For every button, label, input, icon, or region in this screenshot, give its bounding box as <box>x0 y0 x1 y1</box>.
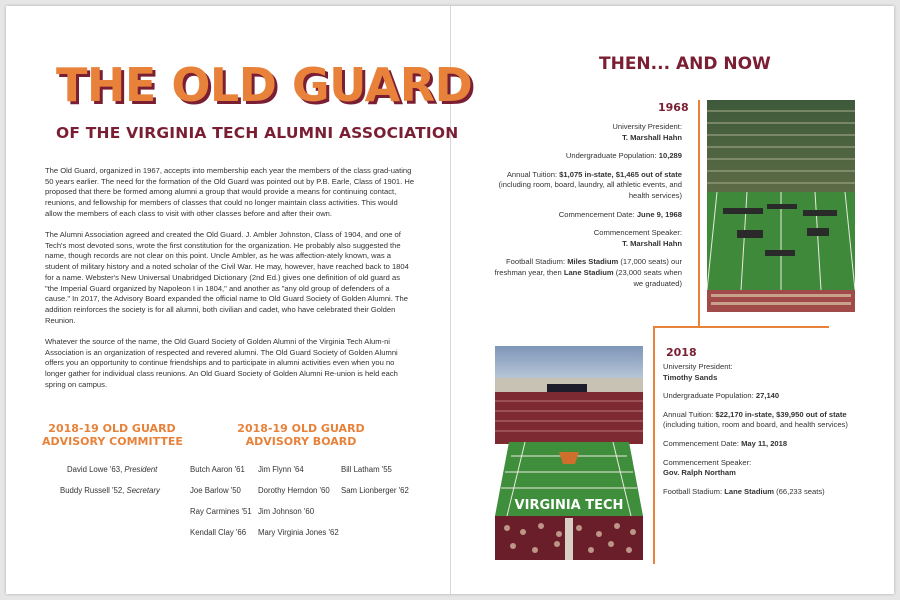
committee-member-role: President <box>124 465 158 474</box>
fact-value: Gov. Ralph Northam <box>663 468 736 478</box>
fact-president <box>663 362 849 383</box>
fact-tuition <box>486 170 682 202</box>
fact-value: Lane Stadium <box>724 486 774 496</box>
committee-heading-line1: 2018-19 OLD GUARD <box>48 422 176 435</box>
fact-label: University President: <box>663 362 733 371</box>
fact-value: May 11, 2018 <box>741 438 788 448</box>
board-member: Dorothy Herndon '60 <box>258 486 330 495</box>
board-member: Jim Flynn '64 <box>258 465 304 474</box>
page-subtitle: OF THE VIRGINIA TECH ALUMNI ASSOCIATION <box>56 124 459 142</box>
divider-1968 <box>698 100 700 326</box>
fact-population <box>663 391 849 402</box>
board-member: Ray Carmines '51 <box>190 507 252 516</box>
fact-label: Commencement Speaker: <box>593 228 682 238</box>
board-member: Jim Johnson '60 <box>258 507 315 516</box>
committee-heading-line2: ADVISORY COMMITTEE <box>42 435 183 448</box>
intro-paragraph: Whatever the source of the name, the Old Guard Society of Golden Alumni of the Virginia Tech Alum-ni Association is an organization of respected and revered alumni. The Old Guard Society of Golden Alumni offers you an opportunity to continue friendships and to participate in alumni activities even when you no longer gather for individual class reunions. An Old Guard Society of Golden Alumni Re-union is held each spring on campus. <box>45 336 398 389</box>
year-2018: 2018 <box>666 346 697 359</box>
fact-commencement <box>663 439 849 450</box>
fact-label: Commencement Speaker: <box>663 457 752 467</box>
committee-member-name: Buddy Russell '52, <box>60 486 127 495</box>
committee-heading <box>42 422 182 448</box>
fact-label: Undergraduate Population: <box>663 391 756 401</box>
fact-label: Annual Tuition: <box>663 409 716 419</box>
fact-note: (including room, board, laundry, all athletic events, and health services) <box>498 180 682 200</box>
fact-value: 27,140 <box>755 391 780 401</box>
committee-member <box>60 486 160 495</box>
fact-value: T. Marshall Hahn <box>622 238 682 248</box>
fact-label: Undergraduate Population: <box>565 151 659 161</box>
stadium-1968-illustration <box>707 100 855 312</box>
board-member: Joe Barlow '50 <box>190 486 241 495</box>
intro-text <box>45 166 415 401</box>
fact-note: (including tuition, room and board, and health services) <box>663 420 848 430</box>
intro-paragraph: The Alumni Association agreed and created the Old Guard. J. Ambler Johnston, Class of 1904, and one of Tech's most devoted sons, wrote the first constitution for the organization. He probably also suggested the name, though records are not clear on this point. Uncle Ambler, as he was affection-ately known, was a student of military history and a noted scholar of the Civil War. He may, however, have reached back to 1804 for a name. Webster's New Universal Unabridged Dictionary (2nd Ed.) gives one definition of old guard as "the Imperial Guard organized by Napoleon I in 1804," and another as "any old group of defenders of a cause." In 2017, the Advisory Board expanded the official name to Old Guard Society of Golden Alumni. The addition reinforces the society is for all alumni, both civilian and cadet, who have celebrated their Golden Reunion. <box>45 230 409 325</box>
board-heading <box>236 422 366 448</box>
stadium-2018-illustration <box>495 346 643 560</box>
fact-value: $1,075 in-state, $1,465 out of state <box>559 169 682 179</box>
fact-value: T. Marshall Hahn <box>622 132 682 142</box>
fact-note: (23,000 seats when we graduated) <box>613 267 682 288</box>
fact-label: Commencement Date: <box>663 438 742 448</box>
board-member: Kendall Clay '66 <box>190 528 247 537</box>
magazine-spread <box>6 6 894 594</box>
board-member: Butch Aaron '61 <box>190 465 245 474</box>
intro-paragraph: The Old Guard, organized in 1967, accepts into membership each year the members of the class grad-uating 50 years earlier. The need for the formation of the Old Guard was pointed out by P.B. Earle, Class of 1901. He proposed that there be formed among alumni a group that would provide a means for continuing contact, reunions, and fellowship for members of classes that could no longer maintain class activities. This would allow the members of each class to visit with other classes before and after their own. <box>45 166 415 218</box>
facts-2018 <box>663 362 849 505</box>
fact-stadium <box>663 487 849 498</box>
board-member: Sam Lionberger '62 <box>341 486 409 495</box>
board-heading-line2: ADVISORY BOARD <box>245 435 357 448</box>
committee-member-name: David Lowe '63, <box>67 465 125 474</box>
fact-stadium <box>486 257 682 289</box>
divider-horizontal <box>654 326 829 328</box>
board-heading-line1: 2018-19 OLD GUARD <box>237 422 365 435</box>
field-endzone-lettering: VIRGINIA TECH <box>514 498 624 513</box>
fact-value: 10,289 <box>658 151 682 161</box>
fact-commencement <box>486 210 682 221</box>
fact-label: Football Stadium: <box>505 257 568 267</box>
then-and-now-heading: THEN... AND NOW <box>599 54 771 74</box>
fact-label: Annual Tuition: <box>506 169 560 179</box>
board-member: Mary Virginia Jones '62 <box>258 528 339 537</box>
board-member: Bill Latham '55 <box>341 465 392 474</box>
committee-member-role: Secretary <box>126 486 160 495</box>
year-1968: 1968 <box>658 101 689 114</box>
fact-note: (17,000 seats) our freshman year, then <box>494 257 682 277</box>
fact-value: $22,170 in-state, $39,950 out of state <box>715 409 847 419</box>
fact-label: Commencement Date: <box>558 209 637 219</box>
photo-2018-stadium <box>495 346 643 560</box>
committee-member <box>67 465 157 474</box>
photo-1968-stadium <box>707 100 855 312</box>
fact-speaker <box>663 458 849 479</box>
facts-1968 <box>486 122 682 297</box>
fact-value: Miles Stadium <box>567 257 619 267</box>
fact-speaker <box>486 228 682 249</box>
fact-label: Football Stadium: <box>663 486 725 496</box>
divider-2018 <box>653 326 655 564</box>
fact-note: (66,233 seats) <box>774 486 825 496</box>
fact-population <box>486 151 682 162</box>
fact-value: Lane Stadium <box>563 267 614 277</box>
fact-tuition <box>663 410 849 431</box>
fact-label: University President: <box>612 122 682 131</box>
fact-president <box>486 122 682 143</box>
fact-value: June 9, 1968 <box>636 209 682 219</box>
fact-value: Timothy Sands <box>663 372 718 382</box>
page-title: THE OLD GUARD <box>56 58 473 112</box>
